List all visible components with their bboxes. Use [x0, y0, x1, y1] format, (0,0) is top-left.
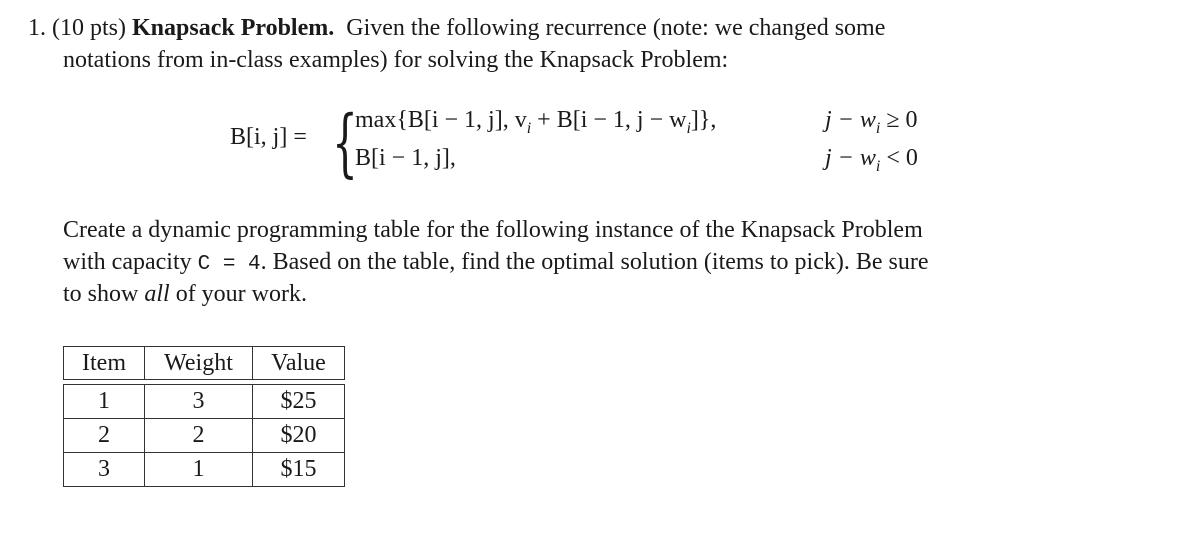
table-row: [63, 453, 345, 487]
header-value: Value: [253, 346, 345, 380]
problem-intro: Given the following recurrence (note: we changed some: [346, 15, 886, 41]
cell-item: 1: [63, 384, 145, 419]
table-row: [63, 384, 345, 419]
cell-weight: 1: [145, 453, 253, 487]
recurrence-case1: max{B[i − 1, j], $v_i + B[i - 1$, $j - w_i$]},: [355, 107, 717, 137]
capacity-code: C = 4: [197, 253, 261, 276]
cell-value: $25: [253, 384, 345, 419]
cell-weight: 3: [145, 384, 253, 419]
table-header-row: [63, 346, 345, 380]
cell-weight: 2: [145, 419, 253, 453]
header-item: Item: [63, 346, 145, 380]
recurrence-lhs: B[i, j] =: [230, 124, 307, 150]
cell-item: 2: [63, 419, 145, 453]
recurrence-case1-condition: $j - w_i \ge 0$: [825, 107, 918, 137]
cell-item: 3: [63, 453, 145, 487]
case-brace: {: [332, 100, 358, 186]
items-table: [63, 346, 345, 487]
cell-value: $20: [253, 419, 345, 453]
problem-points: (10 pts): [52, 15, 126, 41]
problem-number: 1.: [28, 15, 46, 41]
instructions-line2: with capacity C = 4. Based on the table, find the optimal solution (items to pick). Be sure: [63, 249, 929, 276]
recurrence-case2: B[i − 1, j],: [355, 145, 456, 171]
recurrence-case2-condition: $j - w_i < 0$: [825, 145, 918, 175]
cell-value: $15: [253, 453, 345, 487]
problem-heading: [28, 12, 885, 44]
instructions-line1: Create a dynamic programming table for the following instance of the Knapsack Problem: [63, 217, 923, 243]
header-weight: Weight: [145, 346, 253, 380]
problem-intro-line2: notations from in-class examples) for solving the Knapsack Problem:: [63, 47, 729, 73]
instructions-line3: to show all of your work.: [63, 281, 307, 307]
table-row: [63, 419, 345, 453]
problem-title: Knapsack Problem.: [132, 15, 335, 41]
